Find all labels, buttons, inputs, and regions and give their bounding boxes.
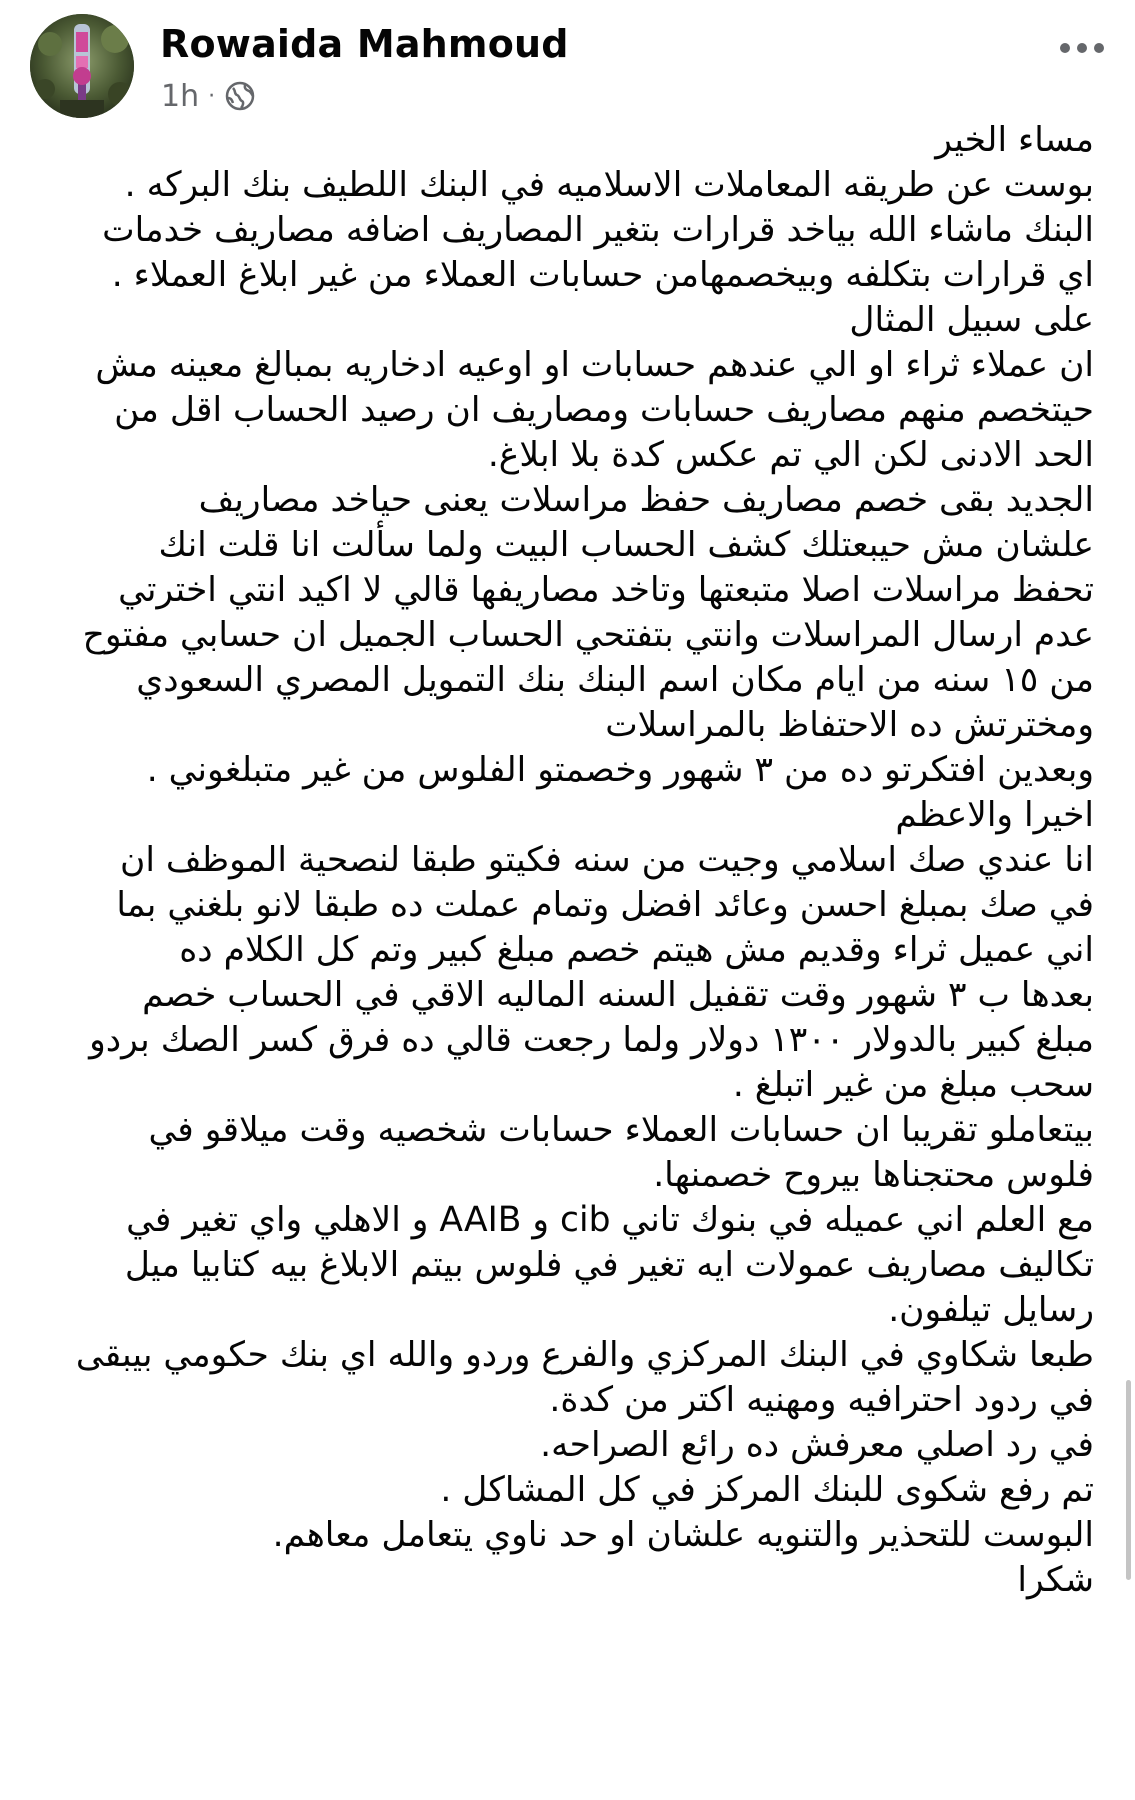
post-text-line: في رد اصلي معرفش ده رائع الصراحه. xyxy=(540,1425,1094,1465)
avatar-image xyxy=(30,14,134,118)
post-header xyxy=(30,14,1110,124)
post-meta xyxy=(161,76,256,116)
meta-separator: · xyxy=(208,83,216,109)
post-text-line: علشان مش حيبعتلك كشف الحساب البيت ولما سألت انا قلت انك xyxy=(158,525,1094,565)
more-options-button[interactable] xyxy=(1054,28,1110,68)
post-text-line: ان عملاء ثراء او الي عندهم حسابات او اوعيه ادخاريه بمبالغ معينه مش xyxy=(95,345,1094,385)
post-time[interactable]: 1h xyxy=(161,78,200,114)
post-text-line: الحد الادنى لكن الي تم عكس كدة بلا ابلاغ. xyxy=(487,435,1094,475)
post-text-line: من ١٥ سنه من ايام مكان اسم البنك بنك التمويل المصري السعودي xyxy=(136,660,1094,700)
avatar[interactable] xyxy=(30,14,134,118)
post-text-line: بيتعاملو تقريبا ان حسابات العملاء حسابات شخصيه وقت ميلاقو في xyxy=(148,1110,1094,1150)
post-text-line: مساء الخير xyxy=(935,120,1094,160)
post-text-line: رسايل تيلفون. xyxy=(888,1290,1094,1330)
post-text-line: الجديد بقى خصم مصاريف حفظ مراسلات يعنى حياخد مصاريف xyxy=(198,480,1094,520)
more-options-icon xyxy=(1058,41,1106,55)
post-text-line: انا عندي صك اسلامي وجيت من سنه فكيتو طبقا لنصحية الموظف ان xyxy=(120,840,1094,880)
post-text-line: على سبيل المثال xyxy=(849,300,1094,340)
post-text-line: بوست عن طريقه المعاملات الاسلاميه في البنك اللطيف بنك البركه . xyxy=(124,165,1094,205)
post-text-line: ومخترتش ده الاحتفاظ بالمراسلات xyxy=(605,705,1094,745)
post-text-line: شكرا xyxy=(1017,1560,1094,1600)
post-text-line: اني عميل ثراء وقديم مش هيتم خصم مبلغ كبير وتم كل الكلام ده xyxy=(179,930,1094,970)
post-text-line: اخيرا والاعظم xyxy=(895,795,1094,835)
post-text-line: البوست للتحذير والتنويه علشان او حد ناوي يتعامل معاهم. xyxy=(272,1515,1094,1555)
post-text-line: تكاليف مصاريف عمولات ايه تغير في فلوس بيتم الابلاغ بيه كتابيا ميل xyxy=(124,1245,1094,1285)
post-text-line: فلوس محتجناها بيروح خصمنها. xyxy=(653,1155,1094,1195)
post-text-line: حيتخصم منهم مصاريف حسابات ومصاريف ان رصيد الحساب اقل من xyxy=(114,390,1094,430)
post-text-line: عدم ارسال المراسلات وانتي بتفتحي الحساب الجميل ان حسابي مفتوح xyxy=(82,615,1094,655)
post-text-line: في صك بمبلغ احسن وعائد افضل وتمام عملت ده طبقا لانو بلغني بما xyxy=(116,885,1094,925)
post-text-line: تحفظ مراسلات اصلا متبعتها وتاخد مصاريفها قالي لا اكيد انتي اخترتي xyxy=(118,570,1094,610)
post-text-line: اي قرارات بتكلفه وبيخصمهامن حسابات العملاء من غير ابلاغ العملاء . xyxy=(111,255,1094,295)
post-text-line: بعدها ب ٣ شهور وقت تقفيل السنه الماليه الاقي في الحساب خصم xyxy=(142,975,1094,1015)
post-text-line: سحب مبلغ من غير اتبلغ . xyxy=(732,1065,1094,1105)
globe-icon xyxy=(224,80,256,112)
post-text-line: طبعا شكاوي في البنك المركزي والفرع وردو والله اي بنك حكومي بيبقى xyxy=(75,1335,1094,1375)
post-text-line: مع العلم اني عميله في بنوك تاني cib و AAIB و الاهلي واي تغير في xyxy=(126,1200,1094,1240)
post-text-line: مبلغ كبير بالدولار ١٣٠٠ دولار ولما رجعت قالي ده فرق كسر الصك بردو xyxy=(89,1020,1094,1060)
author-name[interactable]: Rowaida Mahmoud xyxy=(160,22,569,66)
post-text-line: وبعدين افتكرتو ده من ٣ شهور وخصمتو الفلوس من غير متبلغوني . xyxy=(146,750,1094,790)
post-text-line: البنك ماشاء الله بياخد قرارات بتغير المصاريف اضافه مصاريف خدمات xyxy=(102,210,1094,250)
post-text xyxy=(36,118,1094,1603)
post-text-line: في ردود احترافيه ومهنيه اكتر من كدة. xyxy=(549,1380,1094,1420)
scrollbar[interactable] xyxy=(1126,1380,1131,1580)
post-text-line: تم رفع شكوى للبنك المركز في كل المشاكل . xyxy=(440,1470,1094,1510)
